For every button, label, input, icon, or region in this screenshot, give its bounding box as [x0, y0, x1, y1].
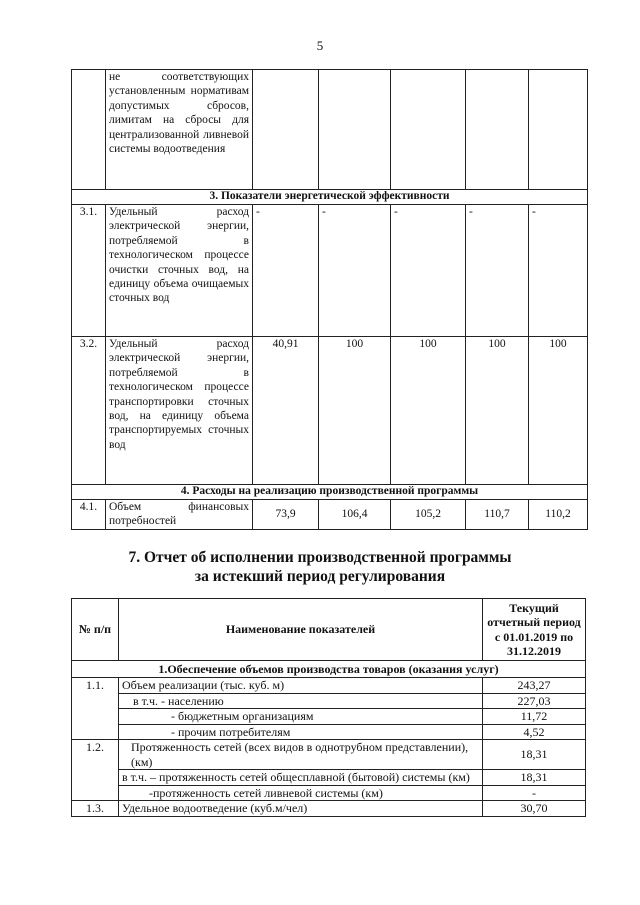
table-row: [72, 205, 588, 337]
value-cell: 18,31: [483, 740, 586, 770]
table-row: [72, 785, 586, 801]
header-name: Наименование показателей: [119, 599, 483, 661]
row-number: 3.2.: [72, 337, 106, 485]
value-cell: 110,7: [466, 500, 529, 530]
page-number: 5: [316, 38, 324, 53]
value-cell: -: [253, 205, 319, 337]
row-name: - прочим потребителям: [119, 724, 483, 740]
value-cell: 73,9: [253, 500, 319, 530]
section-row: [72, 190, 588, 205]
section-row: [72, 661, 586, 678]
value-cell: -: [391, 205, 466, 337]
row-number: 1.2.: [72, 740, 119, 770]
value-cell: -: [483, 785, 586, 801]
value-cell: -: [529, 205, 588, 337]
row-number: 1.1.: [72, 678, 119, 694]
row-name: Протяженность сетей (всех видов в однотрубном представлении), (км): [119, 740, 483, 770]
value-cell: 100: [391, 337, 466, 485]
section-7-title: [0, 548, 640, 586]
value-cell: 4,52: [483, 724, 586, 740]
row-name: Объем финансовых потребностей: [106, 500, 253, 530]
value-cell: 18,31: [483, 770, 586, 786]
row-name: Объем реализации (тыс. куб. м): [119, 678, 483, 694]
value-cell: 105,2: [391, 500, 466, 530]
table-row: [72, 770, 586, 786]
continuation-text: не соответствующих установленным нормативам допустимых сбросов, лимитам на сбросы для централизованной ливневой системы водоотведения: [106, 70, 253, 190]
section-7-title-line2: за истекший период регулирования: [194, 568, 446, 585]
table-row: [72, 709, 586, 725]
row-name: Удельный расход электрической энергии, потребляемой в технологическом процессе очистки сточных вод, на единицу объема очищаемых сточных вод: [106, 205, 253, 337]
row-name: в т.ч. - населению: [119, 693, 483, 709]
value-cell: 243,27: [483, 678, 586, 694]
section-3-title: 3. Показатели энергетической эффективности: [72, 190, 588, 205]
header-row: [72, 599, 586, 661]
table-row: [72, 801, 586, 817]
value-cell: 30,70: [483, 801, 586, 817]
section-row: [72, 485, 588, 500]
header-num: № п/п: [72, 599, 119, 661]
table-row: [72, 70, 588, 190]
table-row: [72, 693, 586, 709]
section-1-title: 1.Обеспечение объемов производства товаров (оказания услуг): [72, 661, 586, 678]
table-row: [72, 678, 586, 694]
row-number: 4.1.: [72, 500, 106, 530]
table-row: [72, 500, 588, 530]
table-row: [72, 724, 586, 740]
report-table: [71, 598, 586, 817]
table-row: [72, 740, 586, 770]
value-cell: -: [466, 205, 529, 337]
value-cell: 40,91: [253, 337, 319, 485]
value-cell: 106,4: [319, 500, 391, 530]
row-name: - бюджетным организациям: [119, 709, 483, 725]
section-7-title-line1: 7. Отчет об исполнении производственной программы: [128, 549, 512, 566]
row-number: 1.3.: [72, 801, 119, 817]
value-cell: 100: [529, 337, 588, 485]
section-4-title: 4. Расходы на реализацию производственной программы: [72, 485, 588, 500]
row-name: Удельный расход электрической энергии, потребляемой в технологическом процессе транспортировки сточных вод, на единицу объема транспортируемых сточных вод: [106, 337, 253, 485]
row-name: в т.ч. – протяженность сетей общесплавной (бытовой) системы (км): [119, 770, 483, 786]
value-cell: 100: [466, 337, 529, 485]
value-cell: 110,2: [529, 500, 588, 530]
row-name: Удельное водоотведение (куб.м/чел): [119, 801, 483, 817]
table-row: [72, 337, 588, 485]
header-period: Текущий отчетный период с 01.01.2019 по 31.12.2019: [483, 599, 586, 661]
value-cell: 100: [319, 337, 391, 485]
row-name: -протяженность сетей ливневой системы (км): [119, 785, 483, 801]
value-cell: 227,03: [483, 693, 586, 709]
energy-efficiency-table: [71, 69, 588, 530]
value-cell: 11,72: [483, 709, 586, 725]
row-number: 3.1.: [72, 205, 106, 337]
value-cell: -: [319, 205, 391, 337]
